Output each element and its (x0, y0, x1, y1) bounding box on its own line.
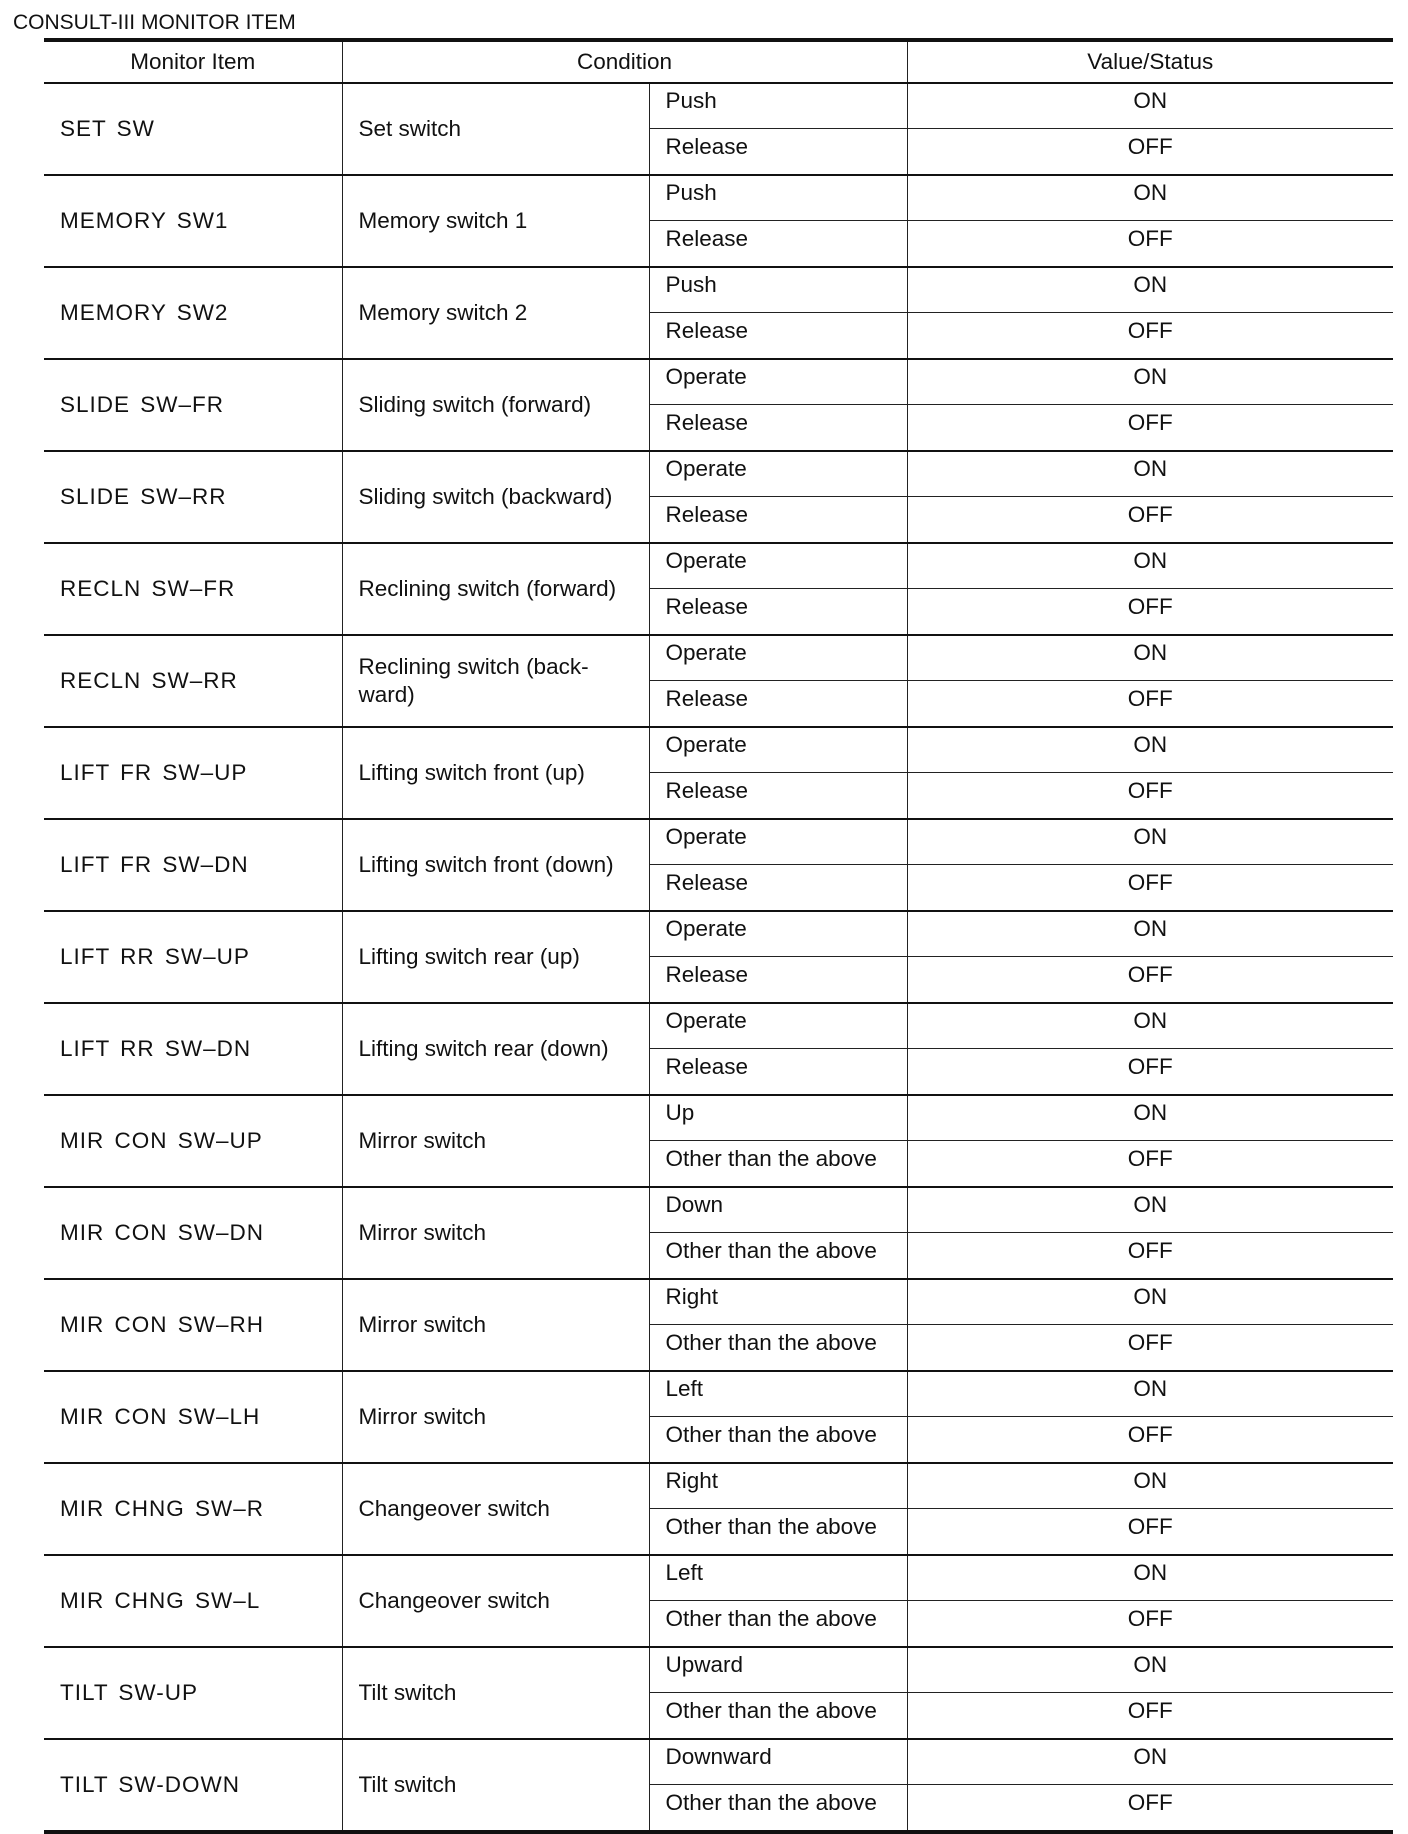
monitor-item-cell: MEMORY SW1 (44, 175, 342, 267)
value-status-cell: OFF (907, 497, 1393, 544)
condition-cell: Changeover switch (342, 1463, 649, 1555)
value-status-cell: OFF (907, 957, 1393, 1004)
value-status-cell: ON (907, 267, 1393, 313)
monitor-item-cell: RECLN SW–FR (44, 543, 342, 635)
value-status-cell: ON (907, 1739, 1393, 1785)
monitor-item-cell: LIFT FR SW–DN (44, 819, 342, 911)
table-row (44, 819, 1393, 865)
value-status-cell: ON (907, 635, 1393, 681)
condition-state-cell: Other than the above (649, 1325, 907, 1372)
table-row (44, 1739, 1393, 1785)
condition-cell: Mirror switch (342, 1187, 649, 1279)
condition-state-cell: Down (649, 1187, 907, 1233)
value-status-cell: OFF (907, 589, 1393, 636)
condition-cell: Mirror switch (342, 1371, 649, 1463)
value-status-cell: ON (907, 175, 1393, 221)
condition-state-cell: Release (649, 405, 907, 452)
value-status-cell: OFF (907, 1509, 1393, 1556)
condition-cell: Lifting switch rear (down) (342, 1003, 649, 1095)
monitor-item-cell: LIFT FR SW–UP (44, 727, 342, 819)
condition-state-cell: Operate (649, 911, 907, 957)
value-status-cell: OFF (907, 1417, 1393, 1464)
condition-state-cell: Release (649, 957, 907, 1004)
condition-cell: Tilt switch (342, 1647, 649, 1739)
value-status-cell: OFF (907, 1785, 1393, 1833)
monitor-item-cell: LIFT RR SW–UP (44, 911, 342, 1003)
condition-state-cell: Operate (649, 359, 907, 405)
value-status-cell: ON (907, 1463, 1393, 1509)
condition-state-cell: Release (649, 313, 907, 360)
value-status-cell: OFF (907, 681, 1393, 728)
condition-cell: Changeover switch (342, 1555, 649, 1647)
condition-state-cell: Upward (649, 1647, 907, 1693)
value-status-cell: ON (907, 1555, 1393, 1601)
condition-cell: Tilt switch (342, 1739, 649, 1832)
value-status-cell: ON (907, 1187, 1393, 1233)
condition-cell: Lifting switch rear (up) (342, 911, 649, 1003)
table-row (44, 175, 1393, 221)
table-row (44, 1003, 1393, 1049)
condition-state-cell: Other than the above (649, 1509, 907, 1556)
value-status-cell: ON (907, 359, 1393, 405)
value-status-cell: ON (907, 543, 1393, 589)
condition-state-cell: Operate (649, 819, 907, 865)
condition-cell: Reclining switch (back-ward) (342, 635, 649, 727)
table-row (44, 1463, 1393, 1509)
condition-state-cell: Operate (649, 635, 907, 681)
value-status-cell: ON (907, 1095, 1393, 1141)
table-row (44, 83, 1393, 129)
value-status-cell: OFF (907, 773, 1393, 820)
condition-cell: Sliding switch (forward) (342, 359, 649, 451)
condition-state-cell: Release (649, 1049, 907, 1096)
condition-state-cell: Other than the above (649, 1601, 907, 1648)
condition-state-cell: Up (649, 1095, 907, 1141)
condition-state-cell: Right (649, 1463, 907, 1509)
condition-state-cell: Left (649, 1371, 907, 1417)
value-status-cell: ON (907, 1279, 1393, 1325)
value-status-cell: ON (907, 819, 1393, 865)
table-row (44, 635, 1393, 681)
condition-cell: Memory switch 2 (342, 267, 649, 359)
table-header-row (44, 40, 1393, 83)
value-status-cell: OFF (907, 1233, 1393, 1280)
condition-state-cell: Operate (649, 543, 907, 589)
condition-state-cell: Operate (649, 1003, 907, 1049)
table-row (44, 1647, 1393, 1693)
monitor-item-cell: SET SW (44, 83, 342, 175)
value-status-cell: ON (907, 1371, 1393, 1417)
condition-state-cell: Downward (649, 1739, 907, 1785)
condition-state-cell: Release (649, 129, 907, 176)
condition-state-cell: Operate (649, 727, 907, 773)
monitor-item-cell: SLIDE SW–FR (44, 359, 342, 451)
table-row (44, 911, 1393, 957)
monitor-item-cell: MIR CON SW–RH (44, 1279, 342, 1371)
condition-cell: Lifting switch front (down) (342, 819, 649, 911)
monitor-item-cell: TILT SW-DOWN (44, 1739, 342, 1832)
value-status-cell: OFF (907, 1049, 1393, 1096)
condition-state-cell: Push (649, 175, 907, 221)
condition-state-cell: Release (649, 865, 907, 912)
monitor-item-cell: RECLN SW–RR (44, 635, 342, 727)
condition-state-cell: Release (649, 589, 907, 636)
monitor-item-cell: MIR CON SW–UP (44, 1095, 342, 1187)
monitor-item-cell: MIR CON SW–DN (44, 1187, 342, 1279)
condition-state-cell: Other than the above (649, 1785, 907, 1833)
value-status-cell: OFF (907, 221, 1393, 268)
table-row (44, 543, 1393, 589)
table-row (44, 1095, 1393, 1141)
monitor-item-cell: MIR CHNG SW–L (44, 1555, 342, 1647)
table-row (44, 267, 1393, 313)
condition-state-cell: Push (649, 267, 907, 313)
monitor-item-cell: LIFT RR SW–DN (44, 1003, 342, 1095)
monitor-item-cell: SLIDE SW–RR (44, 451, 342, 543)
condition-state-cell: Other than the above (649, 1693, 907, 1740)
value-status-cell: OFF (907, 1325, 1393, 1372)
value-status-cell: OFF (907, 405, 1393, 452)
condition-cell: Lifting switch front (up) (342, 727, 649, 819)
table-row (44, 1555, 1393, 1601)
value-status-cell: ON (907, 727, 1393, 773)
value-status-cell: ON (907, 911, 1393, 957)
monitor-item-cell: MIR CON SW–LH (44, 1371, 342, 1463)
value-status-cell: ON (907, 451, 1393, 497)
condition-state-cell: Release (649, 681, 907, 728)
monitor-item-table (44, 38, 1393, 1834)
header-monitor-item: Monitor Item (44, 40, 342, 83)
condition-state-cell: Right (649, 1279, 907, 1325)
value-status-cell: OFF (907, 865, 1393, 912)
monitor-item-cell: TILT SW-UP (44, 1647, 342, 1739)
table-row (44, 1187, 1393, 1233)
monitor-item-cell: MEMORY SW2 (44, 267, 342, 359)
condition-state-cell: Left (649, 1555, 907, 1601)
condition-state-cell: Other than the above (649, 1233, 907, 1280)
condition-state-cell: Release (649, 773, 907, 820)
condition-cell: Memory switch 1 (342, 175, 649, 267)
value-status-cell: OFF (907, 129, 1393, 176)
table-row (44, 451, 1393, 497)
condition-state-cell: Release (649, 221, 907, 268)
condition-state-cell: Release (649, 497, 907, 544)
table-row (44, 1279, 1393, 1325)
value-status-cell: OFF (907, 1601, 1393, 1648)
value-status-cell: OFF (907, 1141, 1393, 1188)
table-row (44, 727, 1393, 773)
value-status-cell: ON (907, 1647, 1393, 1693)
value-status-cell: OFF (907, 313, 1393, 360)
condition-state-cell: Other than the above (649, 1141, 907, 1188)
table-row (44, 1371, 1393, 1417)
monitor-item-cell: MIR CHNG SW–R (44, 1463, 342, 1555)
condition-cell: Set switch (342, 83, 649, 175)
page-title: CONSULT-III MONITOR ITEM (13, 11, 296, 34)
condition-state-cell: Operate (649, 451, 907, 497)
value-status-cell: ON (907, 1003, 1393, 1049)
condition-cell: Sliding switch (backward) (342, 451, 649, 543)
table-body (44, 83, 1393, 1832)
value-status-cell: OFF (907, 1693, 1393, 1740)
condition-cell: Mirror switch (342, 1279, 649, 1371)
value-status-cell: ON (907, 83, 1393, 129)
condition-cell: Reclining switch (forward) (342, 543, 649, 635)
table-row (44, 359, 1393, 405)
header-condition: Condition (342, 40, 907, 83)
condition-state-cell: Push (649, 83, 907, 129)
condition-cell: Mirror switch (342, 1095, 649, 1187)
condition-state-cell: Other than the above (649, 1417, 907, 1464)
header-value-status: Value/Status (907, 40, 1393, 83)
